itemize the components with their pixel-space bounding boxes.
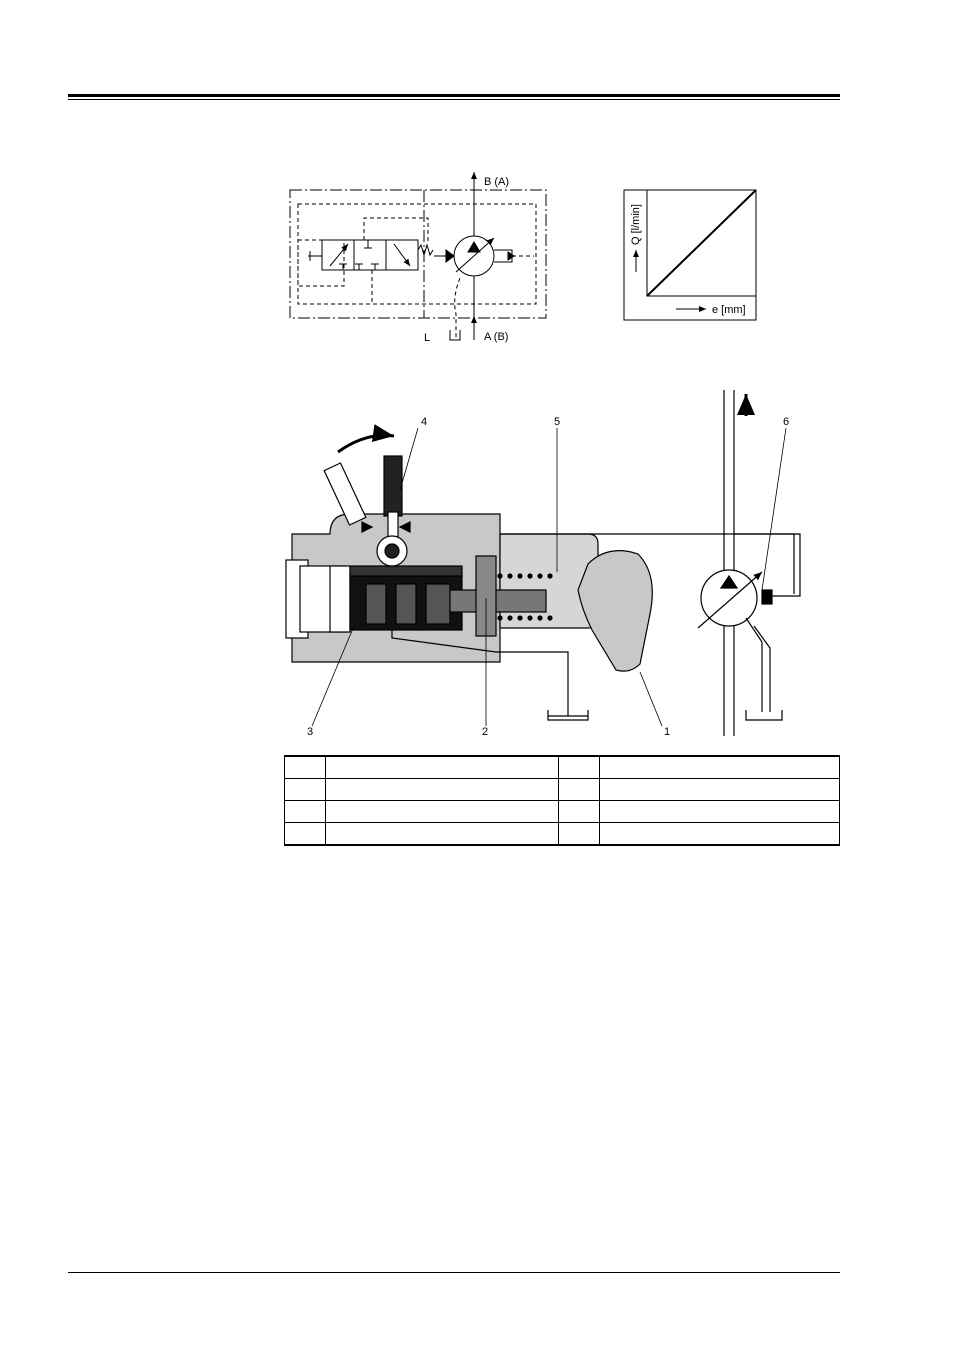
characteristic-graph — [624, 190, 756, 320]
callout-5: 5 — [554, 416, 561, 428]
legend-num — [285, 823, 326, 846]
legend-text — [600, 779, 840, 801]
legend-text — [326, 801, 559, 823]
legend-table — [284, 755, 840, 846]
callout-6: 6 — [783, 416, 790, 428]
flow-line — [647, 190, 756, 296]
callout-4: 4 — [421, 416, 428, 428]
port-l-label: L — [424, 332, 431, 344]
hydraulic-schematic — [290, 172, 546, 340]
graph-y-axis-label: Q [l/min] — [630, 204, 642, 245]
legend-row — [285, 779, 840, 801]
legend-row — [285, 756, 840, 779]
control-lever — [384, 456, 402, 516]
legend-num — [559, 823, 600, 846]
legend-num — [559, 779, 600, 801]
pump-symbol — [434, 172, 534, 340]
legend-text — [326, 823, 559, 846]
port-a-label: A (B) — [484, 331, 509, 343]
directional-valve-symbol — [298, 218, 438, 304]
legend-num — [559, 801, 600, 823]
legend-num — [285, 779, 326, 801]
callout-2: 2 — [482, 726, 489, 738]
legend-text — [600, 756, 840, 779]
control-lever-body — [578, 551, 652, 671]
control-lever-tilted — [324, 463, 366, 525]
spool — [450, 590, 546, 612]
legend-row — [285, 801, 840, 823]
callout-1: 1 — [664, 726, 671, 738]
legend-text — [326, 779, 559, 801]
legend-num — [285, 801, 326, 823]
legend-text — [326, 756, 559, 779]
legend-num — [285, 756, 326, 779]
legend-text — [600, 823, 840, 846]
legend-text — [600, 801, 840, 823]
cutaway-illustration — [286, 390, 800, 736]
port-b-label: B (A) — [484, 176, 510, 188]
pilot-line-outer — [298, 204, 536, 304]
legend-row — [285, 823, 840, 846]
callout-3: 3 — [307, 726, 314, 738]
legend-num — [559, 756, 600, 779]
gear-rack — [350, 566, 462, 576]
graph-x-axis-label: e [mm] — [712, 304, 746, 316]
